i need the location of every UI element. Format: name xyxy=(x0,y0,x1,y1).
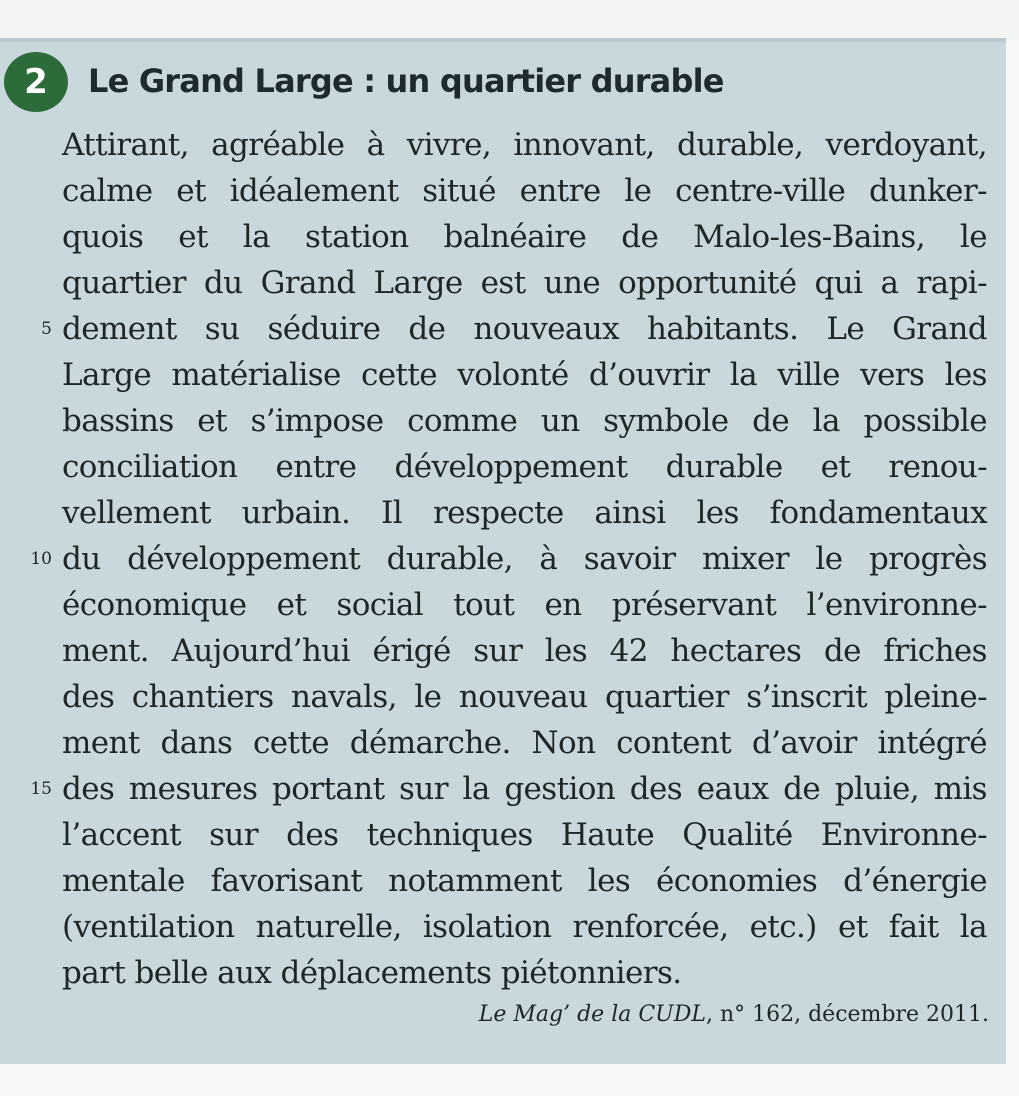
text-line: calme et idéalement situé entre le centre-ville dunker- xyxy=(62,173,987,209)
page-top-margin xyxy=(0,0,1019,40)
text-line: conciliation entre développement durable et renou- xyxy=(62,449,987,485)
text-line: (ventilation naturelle, isolation renforcée, etc.) et fait la xyxy=(62,909,987,945)
text-line: bassins et s’impose comme un symbole de la possible xyxy=(62,403,987,439)
source-details: , n° 162, décembre 2011. xyxy=(705,1002,989,1027)
text-line: des mesures portant sur la gestion des eaux de pluie, mis xyxy=(62,771,987,807)
text-line: du développement durable, à savoir mixer le progrès xyxy=(62,541,987,577)
source-publication: Le Mag’ de la CUDL xyxy=(478,1002,706,1027)
line-number-15: 15 xyxy=(30,779,52,799)
document-body xyxy=(62,122,987,996)
text-line: Large matérialise cette volonté d’ouvrir la ville vers les xyxy=(62,357,987,393)
document-number: 2 xyxy=(24,62,48,102)
text-line: ment. Aujourd’hui érigé sur les 42 hectares de friches xyxy=(62,633,987,669)
text-line: mentale favorisant notamment les économies d’énergie xyxy=(62,863,987,899)
text-line: part belle aux déplacements piétonniers. xyxy=(62,955,682,991)
document-title: Le Grand Large : un quartier durable xyxy=(88,62,724,100)
line-number-5: 5 xyxy=(41,319,52,339)
text-line: dement su séduire de nouveaux habitants. Le Grand xyxy=(62,311,987,347)
text-line: quartier du Grand Large est une opportunité qui a rapi- xyxy=(62,265,987,301)
document-number-badge xyxy=(4,52,68,112)
source-citation xyxy=(479,1002,989,1027)
text-line: ment dans cette démarche. Non content d’avoir intégré xyxy=(62,725,987,761)
text-line: quois et la station balnéaire de Malo-les-Bains, le xyxy=(62,219,987,255)
text-line: l’accent sur des techniques Haute Qualité Environne- xyxy=(62,817,987,853)
text-line: des chantiers navals, le nouveau quartier s’inscrit pleine- xyxy=(62,679,987,715)
text-line: économique et social tout en préservant l’environne- xyxy=(62,587,987,623)
line-number-10: 10 xyxy=(30,549,52,569)
text-line: Attirant, agréable à vivre, innovant, durable, verdoyant, xyxy=(62,127,987,163)
text-line: vellement urbain. Il respecte ainsi les fondamentaux xyxy=(62,495,987,531)
